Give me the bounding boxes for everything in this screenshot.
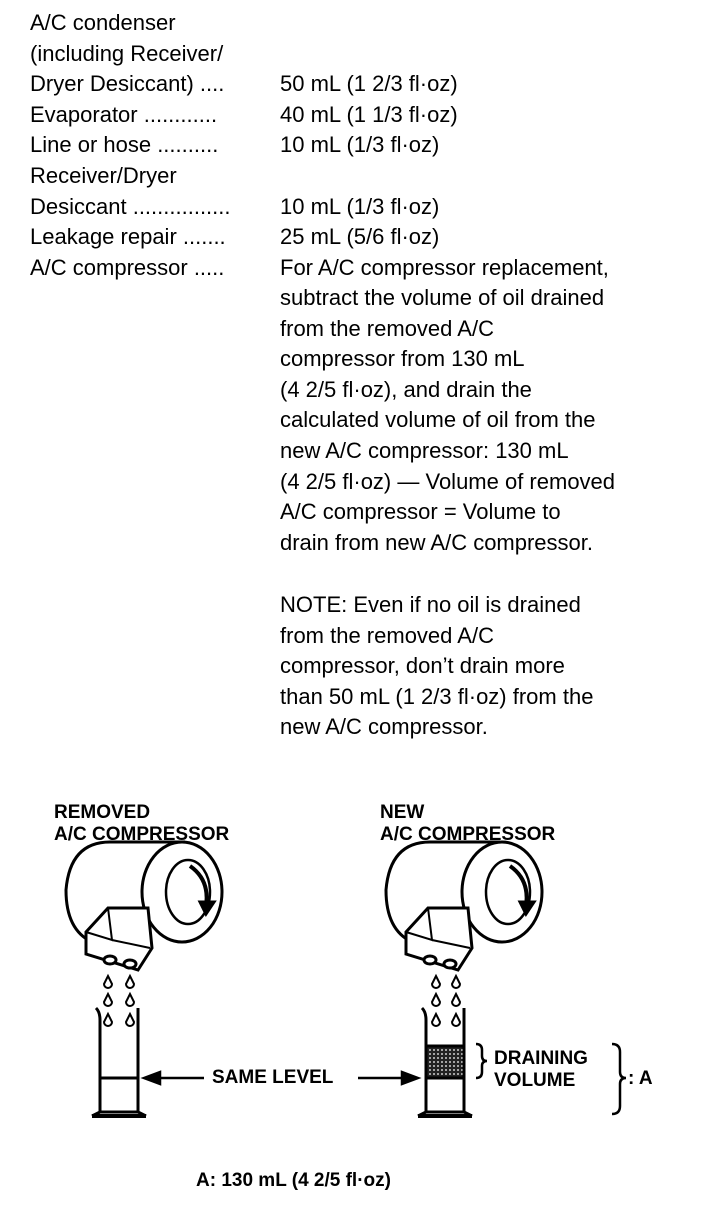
compressor-instructions: [280, 283, 615, 558]
text-line: A/C compressor = Volume to: [280, 499, 561, 525]
new-compressor-illustration: [386, 842, 542, 970]
text-line: from the removed A/C: [280, 315, 494, 341]
spec-row: [30, 130, 680, 161]
text-line: (4 2/5 fl·oz) — Volume of removed: [280, 468, 616, 494]
label-line: NEW: [380, 802, 425, 823]
label-line: VOLUME: [494, 1070, 576, 1091]
text-line: new A/C compressor.: [280, 714, 488, 740]
spec-label: Leakage repair .......: [30, 224, 226, 250]
text-line: from the removed A/C: [280, 622, 494, 648]
spec-row: [30, 222, 680, 253]
new-oil-drops: [432, 976, 460, 1026]
spec-label: A/C compressor .....: [30, 254, 225, 280]
draining-volume-label: [494, 1048, 588, 1092]
spec-label: Dryer Desiccant) ....: [30, 71, 225, 97]
spec-row: [30, 69, 680, 100]
removed-compressor-label: [54, 802, 229, 846]
spec-value: [280, 39, 680, 70]
text-line: subtract the volume of oil drained: [280, 285, 605, 310]
removed-compressor-illustration: [66, 842, 222, 970]
spec-value: [280, 161, 680, 192]
spec-value: 50 mL (1 2/3 fl·oz): [280, 71, 458, 97]
text-line: calculated volume of oil from the: [280, 407, 596, 433]
spec-label: Evaporator ............: [30, 101, 218, 127]
spec-value: 10 mL (1/3 fl·oz): [280, 132, 440, 158]
same-level-label: SAME LEVEL: [212, 1067, 334, 1088]
spec-label: A/C condenser: [30, 10, 176, 35]
spec-value: 40 mL (1 1/3 fl·oz): [280, 101, 458, 127]
new-measuring-cylinder: [418, 1008, 472, 1116]
text-line: new A/C compressor: 130 mL: [280, 437, 569, 463]
figure-caption: A: 130 mL (4 2/5 fl·oz): [196, 1170, 391, 1191]
label-line: A/C COMPRESSOR: [380, 824, 556, 845]
label-line: A/C COMPRESSOR: [54, 824, 230, 845]
spec-row: [30, 39, 680, 70]
spec-row: [30, 8, 680, 39]
text-line: drain from new A/C compressor.: [280, 529, 594, 555]
note-block: [280, 590, 593, 743]
spec-row: [30, 161, 680, 192]
spec-row: [30, 253, 680, 284]
spec-value: [280, 8, 680, 39]
removed-oil-drops: [104, 976, 134, 1026]
text-line: than 50 mL (1 2/3 fl·oz) from the: [280, 683, 594, 709]
spec-label: Line or hose ..........: [30, 132, 219, 158]
spec-value: For A/C compressor replacement,: [280, 254, 609, 280]
text-line: NOTE: Even if no oil is drained: [280, 592, 581, 617]
label-line: DRAINING: [494, 1048, 588, 1069]
removed-measuring-cylinder: [92, 1008, 146, 1116]
spec-label: Receiver/Dryer: [30, 162, 177, 188]
text-line: compressor, don’t drain more: [280, 653, 565, 679]
spec-value: 25 mL (5/6 fl·oz): [280, 224, 440, 250]
spec-row: [30, 192, 680, 223]
spec-value: 10 mL (1/3 fl·oz): [280, 193, 440, 219]
spec-label: (including Receiver/: [30, 40, 224, 66]
label-line: REMOVED: [54, 802, 151, 823]
spec-label: Desiccant ................: [30, 193, 231, 219]
spec-list: [30, 8, 680, 283]
new-compressor-label: [380, 802, 555, 846]
spec-row: [30, 100, 680, 131]
compressor-figure: [0, 780, 704, 1210]
a-marker-label: : A: [628, 1068, 653, 1089]
text-line: (4 2/5 fl·oz), and drain the: [280, 376, 532, 402]
text-line: compressor from 130 mL: [280, 346, 525, 372]
